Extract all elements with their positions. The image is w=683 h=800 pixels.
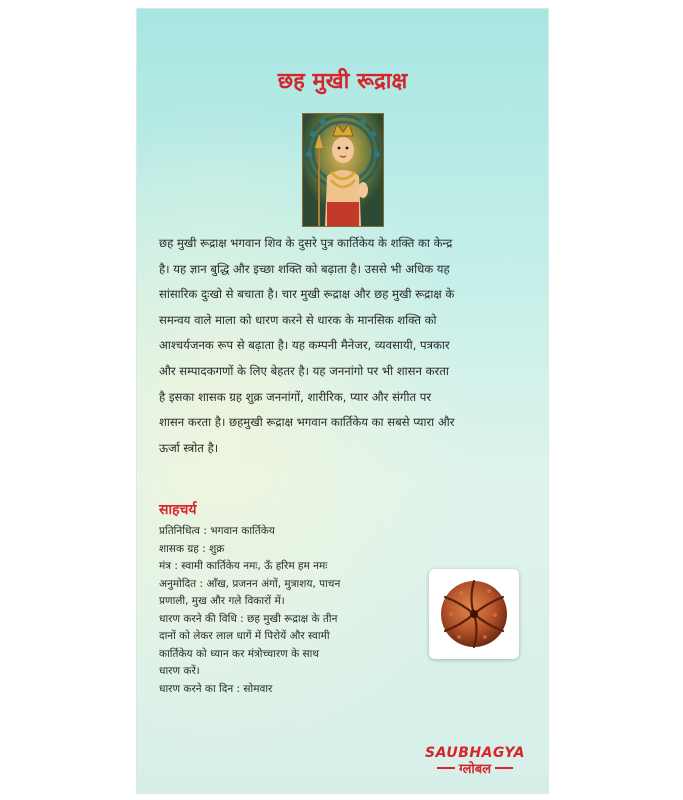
description-paragraph <box>159 231 529 461</box>
property-line: शासक ग्रह : शुक्र <box>159 542 225 555</box>
body-line: आश्चर्यजनक रूप से बढ़ाता है। यह कम्पनी मैनेजर, व्यवसायी, पत्रकार <box>159 338 450 353</box>
property-line: धारण करें। <box>159 665 200 677</box>
brand-divider <box>495 767 513 769</box>
brand-divider <box>437 767 455 769</box>
property-line: दानों को लेकर लाल धागें में पिरोयें और स्वामी <box>159 630 330 642</box>
body-line: छह मुखी रूद्राक्ष भगवान शिव के दुसरे पुत्र कार्तिकेय के शक्ति का केन्द्र <box>159 236 453 250</box>
body-line: शासन करता है। छहमुखी रूद्राक्ष भगवान कार्तिकेय का सबसे प्यारा और <box>159 415 455 430</box>
body-line: सांसारिक दुःखो से बचाता है। चार मुखी रूद्राक्ष और छह मुखी रूद्राक्ष के <box>159 287 455 302</box>
brand-subtitle <box>415 759 535 777</box>
property-line: मंत्र : स्वामी कार्तिकेय नमः, ऊँ हरिम हम नमः <box>159 560 328 572</box>
body-line: है इसका शासक ग्रह शुक्र जननांगों, शारीरिक, प्यार और संगीत पर <box>159 389 432 404</box>
rudraksha-bead-image <box>429 569 519 659</box>
property-line: प्रतिनिधित्व : भगवान कार्तिकेय <box>159 525 275 537</box>
brand-sub-text: ग्लोबल <box>458 762 492 777</box>
brand-logo <box>415 745 535 777</box>
deity-image <box>302 113 384 227</box>
body-line: समन्वय वाले माला को धारण करने से धारक के मानसिक शक्ति को <box>159 312 437 327</box>
property-line: कार्तिकेय को ध्यान कर मंत्रोच्चारण के साथ <box>159 647 320 660</box>
property-line: प्रणाली, मुख और गले विकारों में। <box>159 595 285 607</box>
property-line: धारण करने का दिन : सोमवार <box>159 682 273 695</box>
body-line: है। यह ज्ञान बुद्धि और इच्छा शक्ति को बढ़ाता है। उससे भी अधिक यह <box>159 261 450 276</box>
section-heading: साहचर्य <box>159 502 197 518</box>
brand-name: SAUBHAGYA <box>425 745 525 761</box>
body-line: और सम्पादकगणों के लिए बेहतर है। यह जननांगो पर भी शासन करता <box>159 363 449 378</box>
body-line: ऊर्जा स्त्रोत है। <box>159 440 219 455</box>
page-title: छह मुखी रूद्राक्ष <box>277 69 408 94</box>
poster <box>136 8 549 794</box>
properties-list <box>159 523 424 698</box>
property-line: धारण करने की विधि : छह मुखी रूद्राक्ष के तीन <box>159 612 338 625</box>
property-line: अनुमोदित : आँख, प्रजनन अंगों, मुत्राशय, पाचन <box>159 577 341 590</box>
